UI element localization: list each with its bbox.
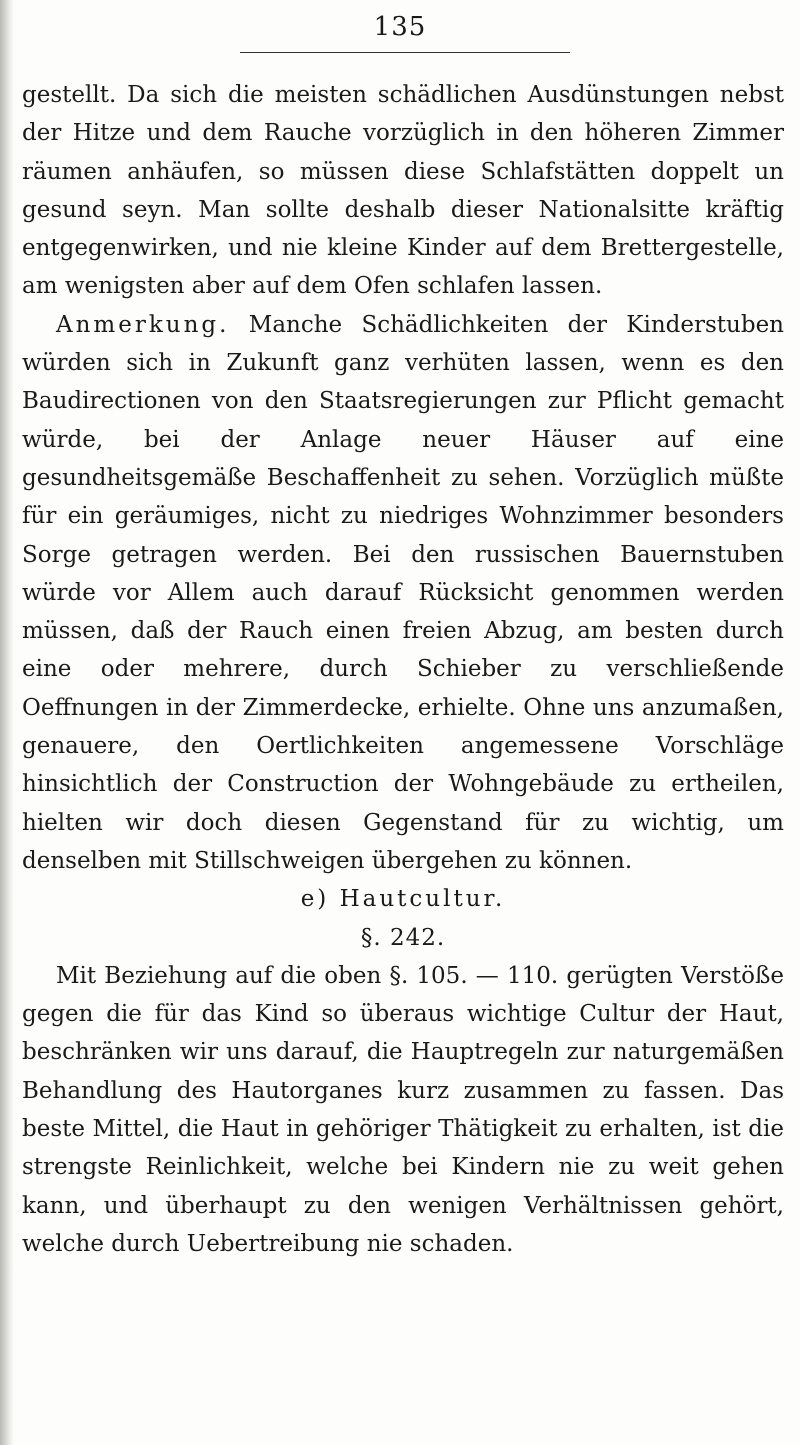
section-number: §. 242.: [360, 924, 446, 951]
binding-shadow: [0, 0, 14, 1445]
paragraph-1: gestellt. Da sich die meisten schädlichen Ausdünstungen nebst der Hitze und dem Rauche vorzüglich in den höheren Zimmer räumen anhäufen, so müssen diese Schlafstätten doppelt un gesund seyn. Man sollte deshalb dieser Nationalsitte kräftig entgegenwirken, und nie kleine Kinder auf dem Brettergestelle, am wenigsten aber auf dem Ofen schlafen lassen.: [22, 82, 784, 300]
header-rule: [240, 52, 570, 53]
section-heading: e) Hautcultur.: [300, 886, 506, 913]
paragraph-annotation: [22, 306, 784, 880]
body-text: [22, 76, 784, 1263]
annotation-text: Manche Schädlichkeiten der Kinderstuben würden sich in Zukunft ganz verhüten lassen, wenn es den Baudirectionen von den Staatsregierungen zur Pflicht gemacht würde, bei der Anlage neuer Häuser auf eine gesundheitsgemäße Beschaffenheit zu sehen. Vorzüglich müßte für ein geräumiges, nicht zu niedriges Wohnzimmer besonders Sorge getragen werden. Bei den russischen Bauernstuben würde vor Allem auch darauf Rücksicht genommen werden müssen, daß der Rauch einen freien Abzug, am besten durch eine oder mehrere, durch Schieber zu verschließende Oeffnungen in der Zimmerdecke, erhielte. Ohne uns anzumaßen, genauere, den Oertlichkeiten angemessene Vorschläge hinsichtlich der Construction der Wohngebäude zu ertheilen, hielten wir doch diesen Gegenstand für zu wichtig, um denselben mit Stillschweigen übergehen zu können.: [22, 311, 784, 874]
annotation-label: Anmerkung.: [56, 311, 230, 338]
page-number: 135: [373, 12, 427, 42]
paragraph-3: Mit Beziehung auf die oben §. 105. — 110. gerügten Verstöße gegen die für das Kind so überaus wichtige Cultur der Haut, beschränken wir uns darauf, die Hauptregeln zur naturgemäßen Behandlung des Hautorganes kurz zusammen zu fassen. Das beste Mittel, die Haut in gehöriger Thätigkeit zu erhalten, ist die strengste Reinlichkeit, welche bei Kindern nie zu weit gehen kann, und überhaupt zu den wenigen Verhältnissen gehört, welche durch Uebertreibung nie schaden.: [22, 962, 784, 1257]
